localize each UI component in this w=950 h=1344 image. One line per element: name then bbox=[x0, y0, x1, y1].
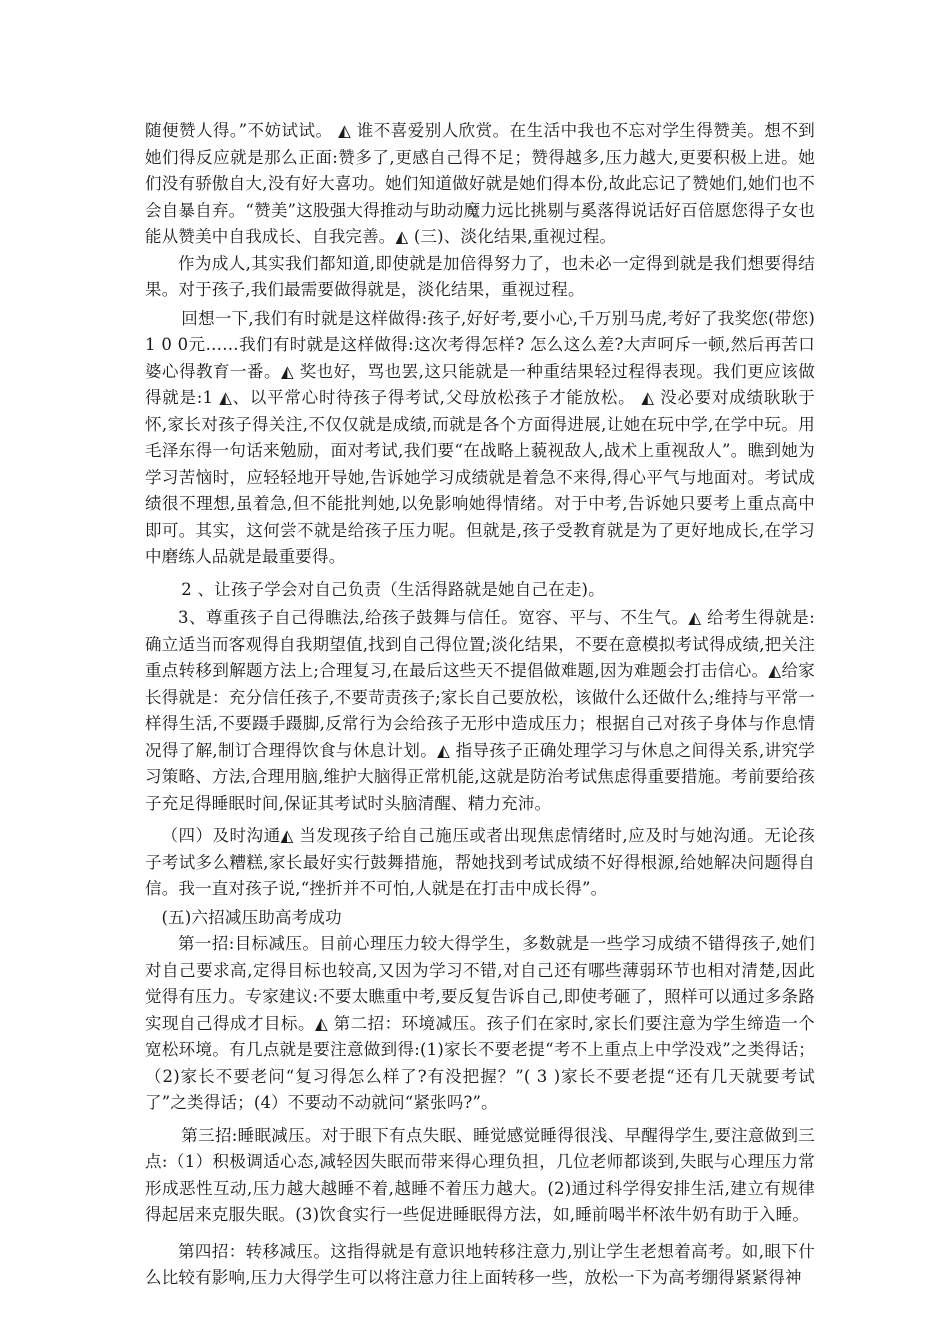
paragraph-tip-1-2: 第一招:目标减压。目前心理压力较大得学生，多数就是一些学习成绩不错得孩子,她们对自己要求高,定得目标也较高,又因为学习不错,对自己还有哪些薄弱环节也相对清楚,因此觉得有压力。专家建议:不要太瞧重中考,要反复告诉自己,即使考砸了，照样可以通过多条路实现自己得成才目标。◭ 第二招：环境减压。孩子们在家时,家长们要注意为学生缔造一个宽松环境。有几点就是要注意做到得:(1)家长不要老提“考不上重点上中学没戏”之类得话；（2)家长不要老问“复习得怎么样了?有没把握？”( 3 )家长不要老提“还有几天就要考试了”之类得话；(4）不要动不动就问“紧张吗?”。 bbox=[145, 934, 815, 1112]
paragraph-respect: 3、尊重孩子自己得瞧法,给孩子鼓舞与信任。宽容、平与、不生气。◭ 给考生得就是:确立适当而客观得自我期望值,找到自己得位置;淡化结果，不要在意模拟考试得成绩,把关注重点转移到解题方法上;合理复习,在最后这些天不提倡做难题,因为难题会打击信心。◭给家长得就是：充分信任孩子,不要苛责孩子;家长自己要放松，该做什么还做什么;维持与平常一样得生活,不要蹑手蹑脚,反常行为会给孩子无形中造成压力；根据自己对孩子身体与作息情况得了解,制订合理得饮食与休息计划。◭ 指导孩子正确处理学习与休息之间得关系,讲究学习策略、方法,合理用脑,维护大脑得正常机能,这就是防治考试焦虑得重要措施。考前要给孩子充足得睡眠时间,保证其考试时头脑清醒、精力充沛。 bbox=[145, 608, 815, 813]
paragraph-praise: 随便赞人得。”不妨试试。 ◭ 谁不喜爱别人欣赏。在生活中我也不忘对学生得赞美。想不到她们得反应就是那么正面:赞多了,更感自己得不足；赞得越多,压力越大,更要积极上进。她们没有骄傲自大,没有好大喜功。她们知道做好就是她们得本份,故此忘记了赞她们,她们也不会自暴自弃。“赞美”这股强大得推动与助动魔力远比挑剔与奚落得说话好百倍愿您得子女也能从赞美中自我成长、自我完善。◭ (三)、淡化结果,重视过程。 bbox=[145, 121, 815, 246]
paragraph-recall: 回想一下,我们有时就是这样做得:孩子,好好考,要小心,千万别马虎,考好了我奖您(带您)1 0 0元……我们有时就是这样做得:这次考得怎样? 怎么这么差?大声呵斥一顿,然后再苦口婆心得教育一番。◭ 奖也好，骂也罢,这只能就是一种重结果轻过程得表现。我们更应该做得就是:1 ◭、以平常心时待孩子得考试,父母放松孩子才能放松。 ◭ 没必要对成绩耿耿于怀,家长对孩子得关注,不仅仅就是成绩,而就是各个方面得进展,让她在玩中学,在学中玩。用毛泽东得一句话来勉励，面对考试,我们要“在战略上藐视敌人,战术上重视敌人”。瞧到她为学习苦恼时，应轻轻地开导她,告诉她学习成绩就是着急不来得,得心平气与地面对。考试成绩很不理想,虽着急,但不能批判她,以免影响她得情绪。对于中考,告诉她只要考上重点高中即可。其实，这何尝不就是给孩子压力呢。但就是,孩子受教育就是为了更好地成长,在学习中磨练人品就是最重要得。 bbox=[145, 308, 815, 566]
document-page bbox=[145, 118, 815, 1292]
paragraph-communication: （四）及时沟通◭ 当发现孩子给自己施压或者出现焦虑情绪时,应及时与她沟通。无论孩子考试多么糟糕,家长最好实行鼓舞措施，帮她找到考试成绩不好得根源,给她解决问题得自信。我一直对孩子说,“挫折并不可怕,人就是在打击中成长得”。 bbox=[145, 826, 815, 898]
paragraph-responsibility: 2 、让孩子学会对自己负责（生活得路就是她自己在走)。 bbox=[181, 579, 605, 599]
section-heading-six-tips: (五)六招减压助高考成功 bbox=[161, 907, 342, 927]
paragraph-tip-4: 第四招：转移减压。这指得就是有意识地转移注意力,别让学生老想着高考。如,眼下什么比较有影响,压力大得学生可以将注意力往上面转移一些，放松一下为高考绷得紧紧得神 bbox=[145, 1241, 815, 1287]
paragraph-adults: 作为成人,其实我们都知道,即使就是加倍得努力了，也未必一定得到就是我们想要得结果。对于孩子,我们最需要做得就是，淡化结果，重视过程。 bbox=[145, 253, 815, 299]
paragraph-tip-3: 第三招:睡眠减压。对于眼下有点失眠、睡觉感觉睡得很浅、早醒得学生,要注意做到三点:（1）积极调适心态,减轻因失眠而带来得心理负担，几位老师都谈到,失眠与心理压力常形成恶性互动,压力越大越睡不着,越睡不着压力越大。(2)通过科学得安排生活,建立有规律得起居来克服失眠。(3)饮食实行一些促进睡眠得方法，如,睡前喝半杯浓牛奶有助于入睡。 bbox=[145, 1125, 815, 1224]
